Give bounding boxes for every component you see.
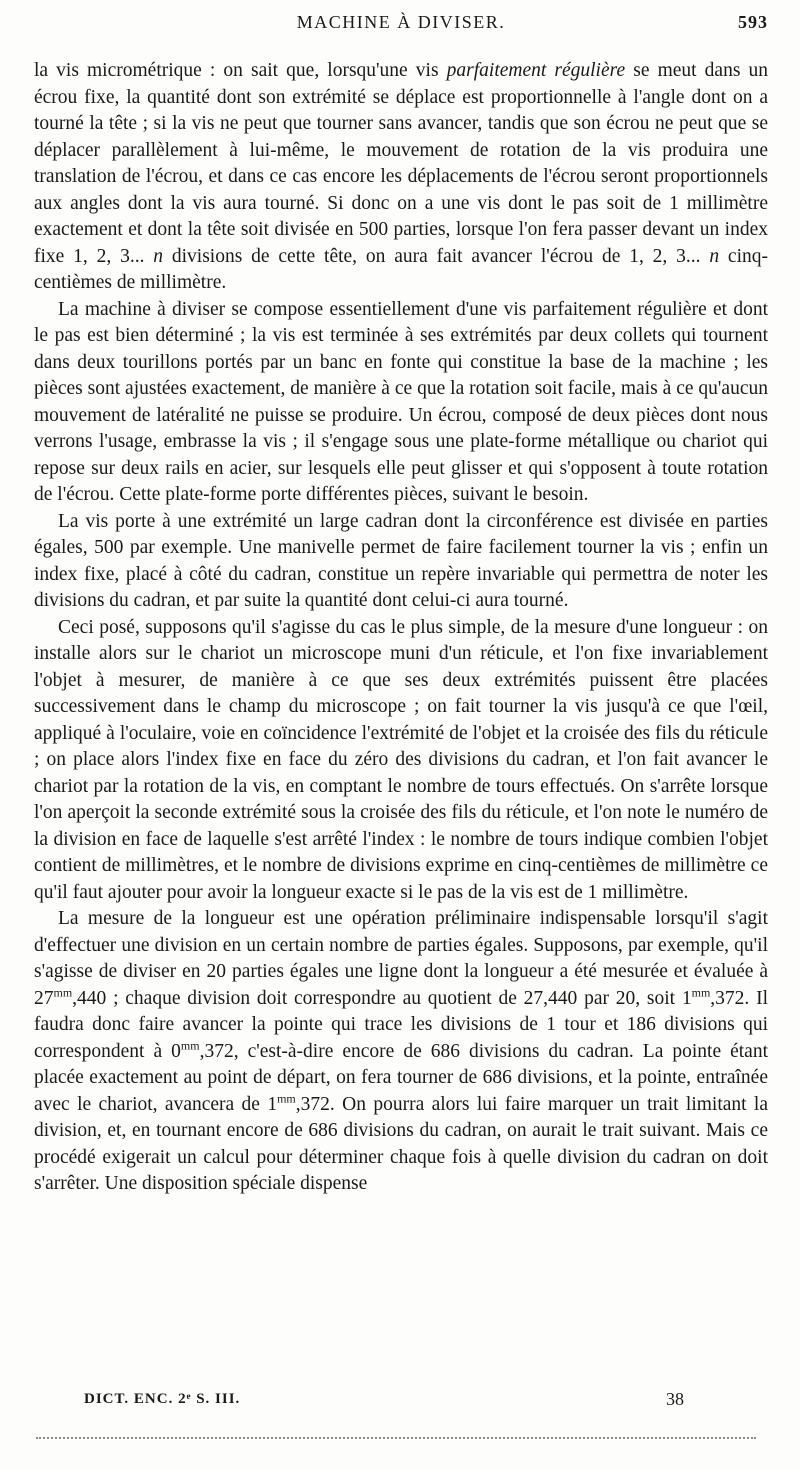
- paragraph: [34, 509, 768, 615]
- paragraph: [34, 615, 768, 907]
- text-segment: la vis micrométrique : on sait que, lorsqu'une vis: [34, 60, 447, 81]
- text-segment: ,372. On pourra alors lui faire marquer un trait limitant la division, et, en tournant encore de 686 divisions du cadran, on aurait le trait suivant. Mais ce procédé exigerait un calcul pour déterminer chaque fois à quelle division du cadran on doit s'arrêter. Une disposition spéciale dispense: [34, 1093, 769, 1194]
- unit-superscript: mm: [277, 1091, 296, 1105]
- running-head: [34, 8, 768, 38]
- paragraph: [34, 906, 768, 1198]
- text-segment: La machine à diviser se compose essentiellement d'une vis parfaitement régulière et dont le pas est bien déterminé ; la vis est terminée à ses extrémités par deux collets qui tournent dans deux tourillons portés par un banc en fonte qui constitue la base de la machine ; les pièces sont ajustées exactement, de manière à ce que la rotation soit facile, mais à ce qu'aucun mouvement de latéralité ne puisse se produire. Un écrou, composé de deux pièces dont nous verrons l'usage, embrasse la vis ; il s'engage sous une plate-forme métallique ou chariot qui repose sur deux rails en acier, sur lesquels elle peut glisser et qui s'opposent à toute rotation de l'écrou. Cette plate-forme porte différentes pièces, suivant le besoin.: [34, 298, 768, 505]
- paragraph: [34, 58, 768, 297]
- italic-text: parfaitement régulière: [446, 60, 626, 81]
- text-segment: ,372. Il faudra donc faire avancer la pointe qui trace les divisions de 1 tour et 186 divisions qui correspondent à 0: [34, 987, 768, 1062]
- footer-signature: DICT. ENC. 2ᵉ S. III.: [84, 1391, 241, 1407]
- page-number: 593: [738, 12, 768, 32]
- footer-signature-number: 38: [666, 1389, 684, 1409]
- italic-text: n: [153, 245, 164, 267]
- text-segment: La vis porte à une extrémité un large cadran dont la circonférence est divisée en parties égales, 500 par exemple. Une manivelle permet de faire facilement tourner la vis ; enfin un index fixe, placé à côté du cadran, constitue un repère invariable qui permettra de noter les divisions du cadran, et par suite la quantité dont celui-ci aura tourné.: [34, 510, 768, 611]
- text-segment: ,372, c'est-à-dire encore de 686 divisions du cadran. La pointe étant placée exactement au point de départ, on fera tourner de 686 divisions, et la pointe, entraînée avec le chariot, avancera de 1: [34, 1040, 768, 1115]
- italic-text: n: [709, 245, 720, 267]
- unit-superscript: mm: [53, 985, 73, 999]
- body-text: [34, 58, 768, 1198]
- text-segment: cinq-centièmes de millimètre.: [34, 245, 768, 293]
- paragraph: [34, 297, 768, 509]
- running-title: MACHINE À DIVISER.: [296, 12, 506, 32]
- text-segment: se meut dans un écrou fixe, la quantité dont son extrémité se déplace est proportionnelle à l'angle dont on a tourné la tête ; si la vis ne peut que tourner sans avancer, tandis que son écrou ne peut que se déplacer parallèlement à lui-même, le mouvement de rotation de la vis produira une translation de l'écrou, et dans ce cas encore les déplacements de l'écrou seront proportionnels aux angles dont la vis aura tourné. Si donc on a une vis dont le pas soit de 1 millimètre exactement et dont la tête soit divisée en 500 parties, lorsque l'on fera passer devant un index fixe 1, 2, 3...: [34, 60, 769, 267]
- text-segment: ,440 ; chaque division doit correspondre au quotient de 27,440 par 20, soit 1: [72, 987, 692, 1009]
- text-segment: La mesure de la longueur est une opération préliminaire indispensable lorsqu'il s'agit d'effectuer une division en un certain nombre de parties égales. Supposons, par exemple, qu'il s'agisse de diviser en 20 parties égales une ligne dont la longueur a été mesurée et évaluée à 27: [34, 908, 768, 1009]
- text-segment: Ceci posé, supposons qu'il s'agisse du cas le plus simple, de la mesure d'une longueur : on installe alors sur le chariot un microscope muni d'un réticule, et l'on fixe invariablement l'objet à mesurer, de manière à ce que ses deux extrémités puissent être placées successivement dans le champ du microscope ; on fait tourner la vis jusqu'à ce que l'œil, appliqué à l'oculaire, voie en coïncidence l'extrémité de l'objet et la croisée des fils du réticule ; on place alors l'index fixe en face du zéro des divisions du cadran, et l'on fait avancer le chariot par la rotation de la vis, en comptant le nombre de tours effectués. On s'arrête lorsque l'on aperçoit la seconde extrémité sous la croisée des fils du réticule, et l'on note le numéro de la division en face de laquelle s'est arrêté l'index : le nombre de tours indique combien l'objet contient de millimètres, et le nombre de divisions exprime en cinq-centièmes de millimètre ce qu'il faut ajouter pour avoir la longueur exacte si le pas de la vis est de 1 millimètre.: [34, 616, 768, 903]
- unit-superscript: mm: [180, 1038, 200, 1052]
- dotted-rule: [36, 1437, 756, 1439]
- text-segment: divisions de cette tête, on aura fait avancer l'écrou de 1, 2, 3...: [163, 245, 710, 267]
- unit-superscript: mm: [691, 985, 711, 999]
- footer: [84, 1391, 684, 1421]
